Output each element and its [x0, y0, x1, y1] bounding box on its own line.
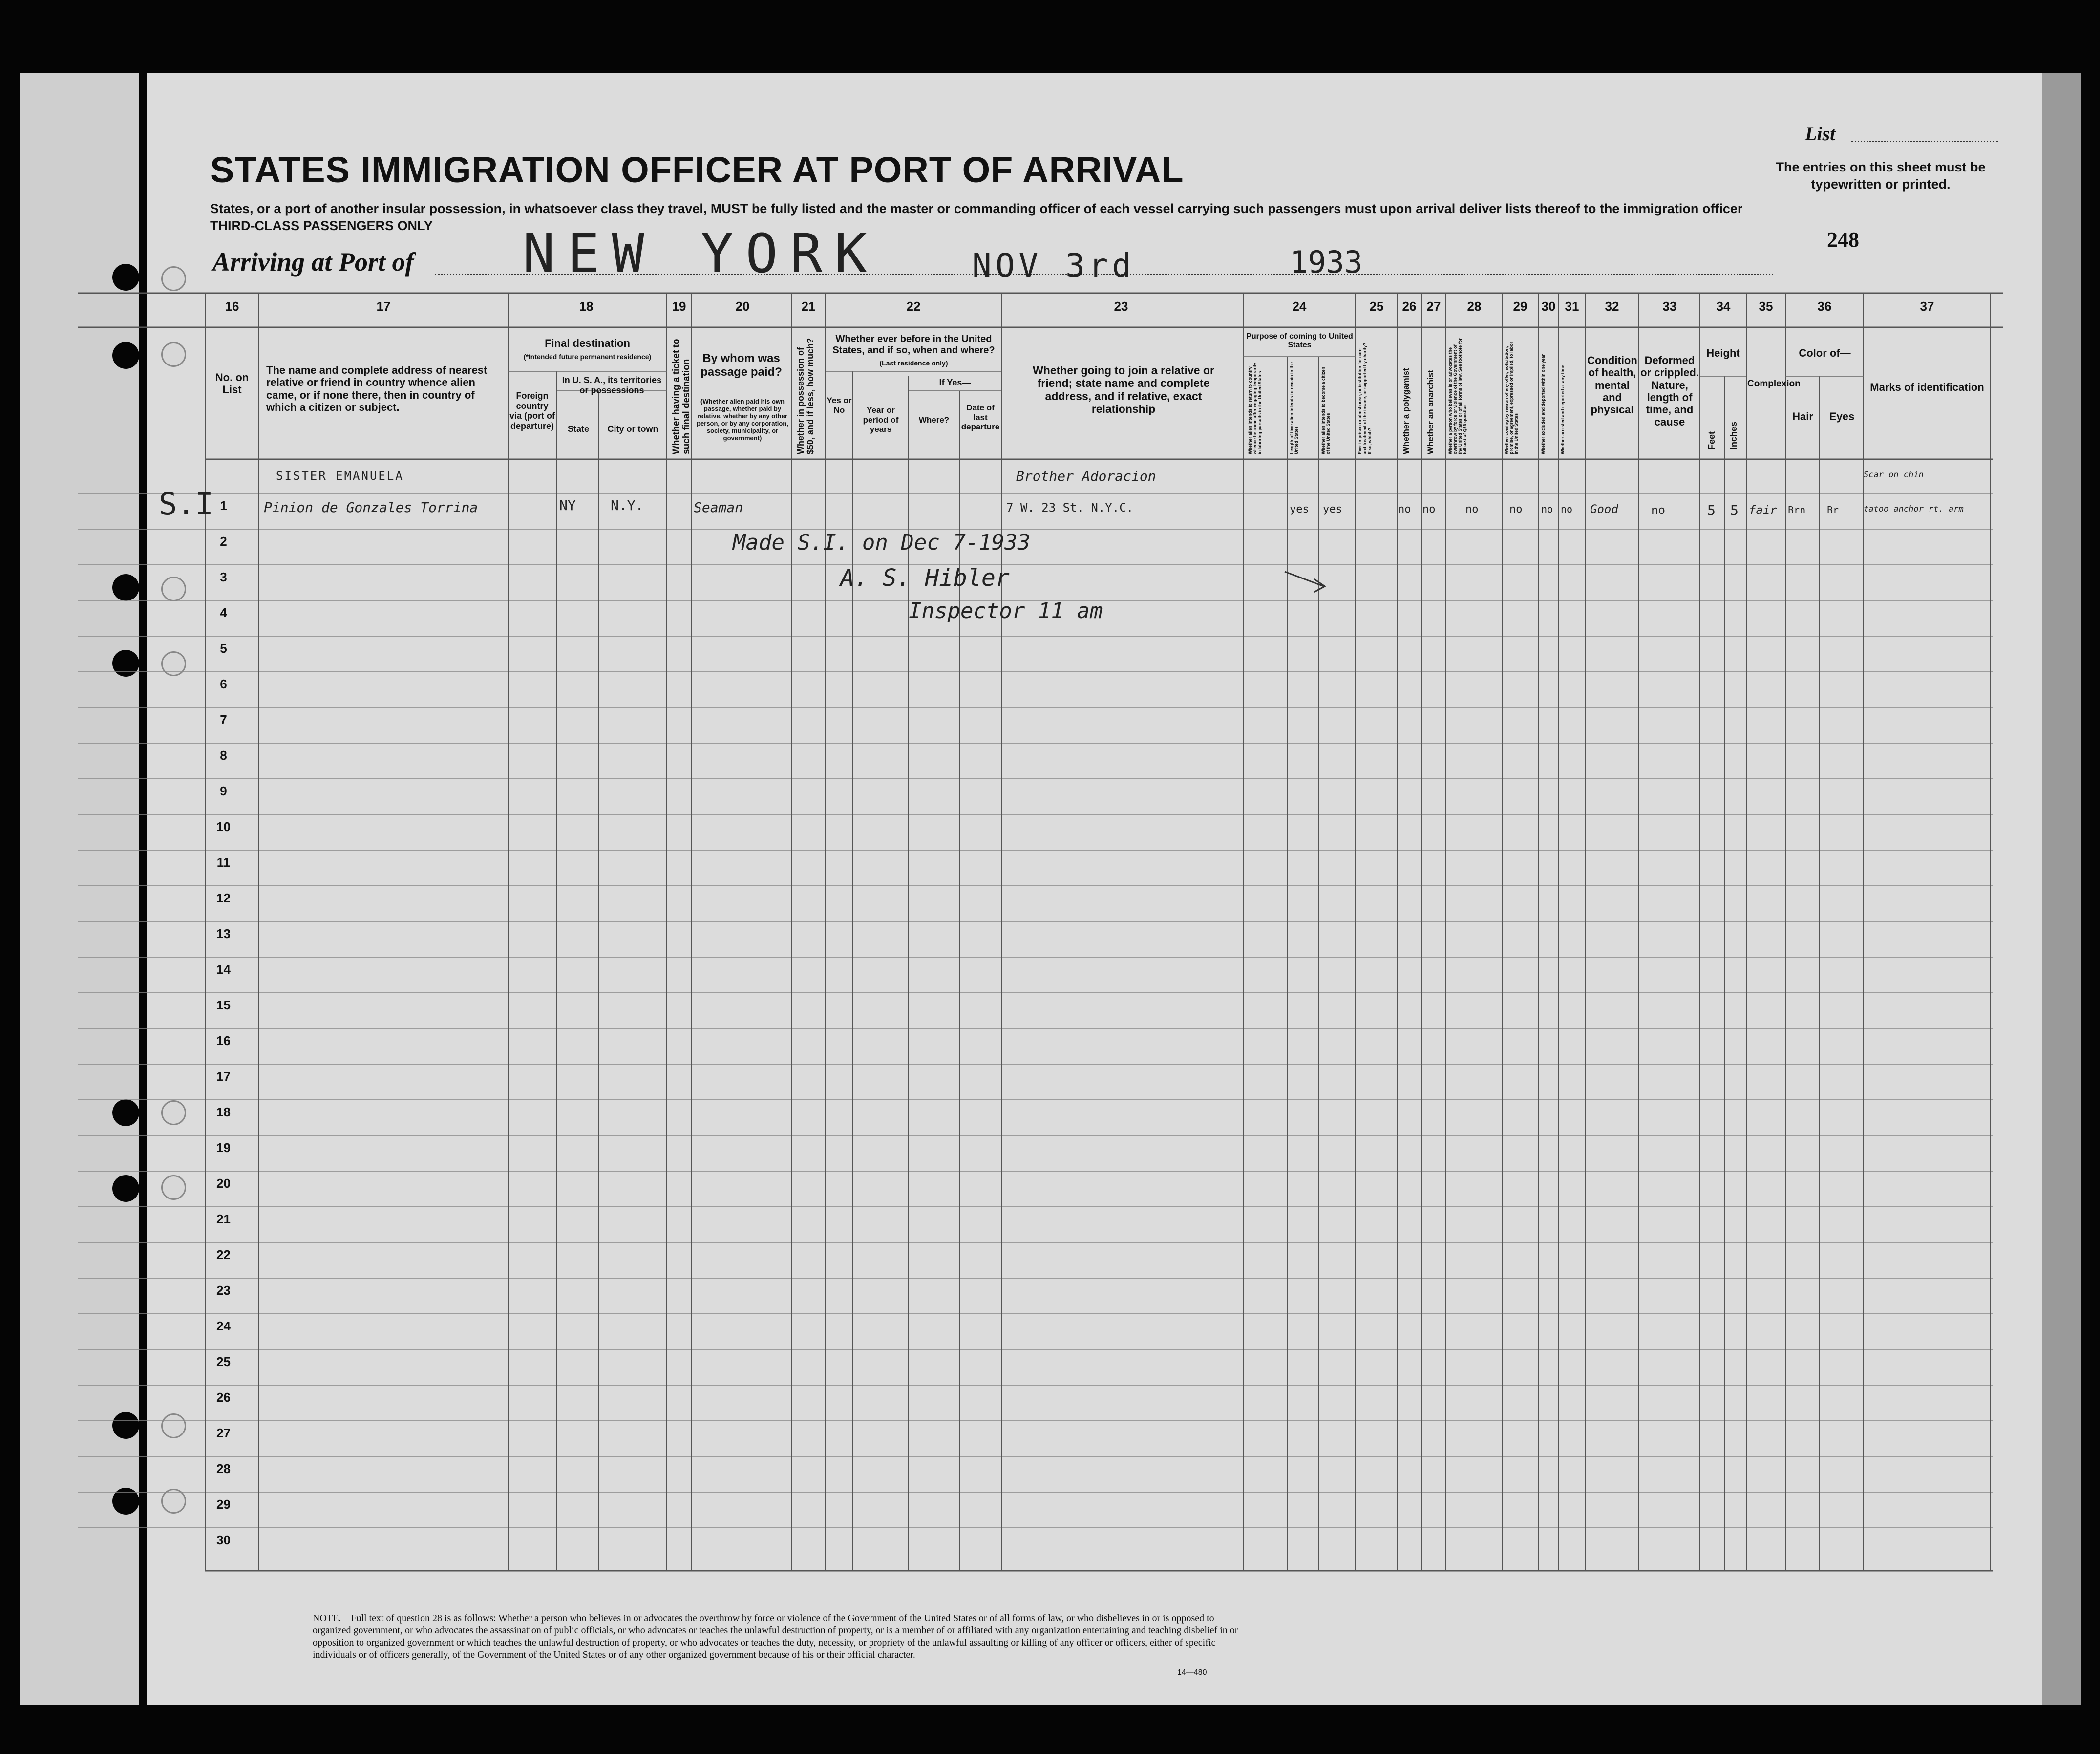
header-yes-or-no: Yes or No [827, 396, 852, 415]
header-final-destination-note: (*Intended future permanent residence) [523, 353, 652, 361]
header-deformed: Deformed or crippled. Nature, length of time, and cause [1640, 354, 1699, 428]
sheet-number: 248 [1827, 228, 1859, 252]
header-height: Height [1706, 347, 1740, 359]
join-relative-name: Brother Adoracion [1016, 468, 1156, 484]
relative-name: SISTER EMANUELA [276, 469, 404, 483]
header-30: Whether excluded and deported within one year [1541, 354, 1546, 454]
row-number: 4 [220, 605, 227, 620]
column-number: 20 [735, 299, 750, 314]
q28-answer: no [1465, 503, 1479, 515]
header-inches: Inches [1729, 421, 1739, 449]
row-number: 3 [220, 570, 227, 584]
row-number: 24 [216, 1319, 231, 1333]
row-number: 26 [216, 1390, 231, 1405]
header-where: Where? [918, 415, 950, 425]
header-money: Whether in possession of $50, and if less, how much? [796, 338, 815, 454]
header-condition: Condition of health, mental and physical [1587, 354, 1637, 416]
header-passage-paid: By whom was passage paid? [700, 352, 782, 379]
typewritten-note: The entries on this sheet must be typewritten or printed. [1776, 160, 1986, 192]
header-marks: Marks of identification [1870, 381, 1984, 393]
header-28: Whether a person who believes in or advocates the overthrow by force or violence of the Government of the United States or of all forms of law. See footnote for full text of Q28 question [1448, 338, 1467, 454]
arrival-date: NOV 3rd [972, 247, 1136, 284]
destination-city: N.Y. [611, 497, 644, 513]
header-if-yes: If Yes— [939, 378, 971, 387]
list-label: List [1805, 123, 1836, 145]
row-number: 1 [220, 498, 227, 513]
deformed-answer: no [1651, 503, 1665, 517]
header-purpose: Purpose of coming to United States [1246, 332, 1353, 350]
column-number: 28 [1467, 299, 1482, 314]
header-in-usa: In U. S. A., its territories or possessions [562, 375, 662, 395]
header-passage-note: (Whether alien paid his own passage, whether paid by relative, whether by any other person, or by any corporation, society, municipality, or government) [697, 398, 788, 442]
column-number: 30 [1541, 299, 1556, 314]
header-relative-address: The name and complete address of nearest relative or friend in country whence alien came, or if none there, then in country of which a citizen or subject. [266, 364, 488, 413]
arriving-label: Arriving at Port of [212, 247, 414, 277]
port-name: NEW YORK [523, 222, 879, 285]
header-date-departure: Date of last departure [961, 403, 1000, 432]
header-year-period: Year or period of years [863, 406, 899, 434]
q29-answer: no [1509, 503, 1523, 515]
annotation-line1: Made S.I. on Dec 7-1933 [733, 530, 1031, 555]
header-24a: Whether alien intends to return to country whence he came after engaging temporarily in laboring pursuits in the United States [1248, 363, 1262, 454]
header-feet: Feet [1707, 431, 1717, 449]
column-number: 26 [1402, 299, 1417, 314]
header-24c: Whether alien intends to become a citizen of the United States [1321, 366, 1331, 454]
column-number: 29 [1513, 299, 1527, 314]
column-number: 31 [1565, 299, 1579, 314]
header-24b: Length of time alien intends to remain in the United States [1289, 362, 1299, 454]
row-number: 21 [216, 1212, 231, 1226]
column-number: 16 [225, 299, 239, 314]
row-number: 11 [216, 855, 231, 870]
row-number: 18 [216, 1105, 231, 1119]
header-ever-before-note: (Last residence only) [879, 359, 948, 367]
destination-state: NY [559, 497, 576, 513]
q30-answer: no [1541, 503, 1553, 515]
hair-color: Brn [1788, 504, 1806, 516]
header-26: Whether a polygamist [1401, 368, 1411, 454]
row-number: 25 [216, 1354, 231, 1369]
row-number: 20 [216, 1176, 231, 1191]
column-number: 18 [579, 299, 594, 314]
row-number: 6 [220, 677, 227, 691]
header-no-on-list: No. on List [215, 371, 249, 396]
header-complexion: Complexion [1747, 379, 1801, 389]
annotation-signature: A. S. Hibler [840, 564, 1010, 592]
page-title: STATES IMMIGRATION OFFICER AT PORT OF ARRIVAL [210, 150, 1184, 190]
column-number: 36 [1817, 299, 1832, 314]
eye-color: Br [1827, 504, 1839, 516]
header-ever-before: Whether ever before in the United States, and if so, when and where? [832, 334, 995, 356]
height-feet: 5 [1707, 502, 1716, 518]
marks-line1: Scar on chin [1864, 470, 1924, 480]
polygamist-answer: no [1398, 503, 1411, 515]
header-join-relative: Whether going to join a relative or friend; state name and complete address, and if relative, exact relationship [1033, 364, 1214, 416]
arrival-year: 1933 [1290, 244, 1363, 280]
header-hair: Hair [1792, 410, 1813, 423]
anarchist-answer: no [1422, 503, 1436, 515]
passage-paid-by: Seaman [694, 499, 743, 515]
row-number: 22 [216, 1247, 231, 1262]
row-number: 8 [220, 748, 227, 763]
column-number: 34 [1716, 299, 1731, 314]
row-number: 10 [216, 819, 231, 834]
header-29: Whether coming by reason of any offer, solicitation, promise, or agreement, expressed or implied, to labor in the United States [1504, 342, 1519, 454]
row-number: 17 [216, 1069, 231, 1084]
header-city: City or town [607, 424, 658, 434]
intends-return: yes [1290, 503, 1309, 515]
footer-note: NOTE.—Full text of question 28 is as follows: Whether a person who believes in or advocates the overthrow by force or violence of the Government of the United States or of all forms of law, or who disbelieves in or is opposed to organized government, or who advocates the assassination of public officials, or who advocates or teaches the unlawful destruction of property, or is a member of or affiliated with any organization entertaining and teaching disbelief in or opposition to organized government or which teaches the unlawful destruction of property, or who advocates or teaches the duty, necessity, or propriety of the unlawful assaulting or killing of any officer or officers, either of specific individuals or of officers generally, of the Government of the United States or of any other organized government because of his or their official character. [313, 1613, 1238, 1660]
row-number: 5 [220, 641, 227, 656]
row-number: 27 [216, 1426, 231, 1440]
margin-mark: S.I [159, 486, 213, 522]
header-ticket: Whether having a ticket to such final destination [671, 339, 692, 454]
column-number: 32 [1605, 299, 1619, 314]
column-number: 17 [376, 299, 391, 314]
form-code: 14—480 [1177, 1668, 1207, 1677]
relative-address: Pinion de Gonzales Torrina [264, 499, 478, 515]
join-relative-address: 7 W. 23 St. N.Y.C. [1006, 501, 1134, 514]
row-number: 15 [216, 998, 231, 1012]
column-number: 23 [1114, 299, 1128, 314]
column-number: 24 [1292, 299, 1307, 314]
header-state: State [567, 424, 589, 434]
column-number: 27 [1426, 299, 1441, 314]
header-final-destination: Final destination [545, 337, 630, 349]
row-number: 2 [220, 534, 227, 549]
header-27: Whether an anarchist [1426, 370, 1435, 454]
row-number: 13 [216, 926, 231, 941]
column-number: 35 [1759, 299, 1773, 314]
complexion-value: fair [1749, 503, 1777, 517]
row-number: 29 [216, 1497, 231, 1512]
column-number: 37 [1920, 299, 1934, 314]
column-number: 25 [1369, 299, 1384, 314]
height-inches: 5 [1730, 502, 1739, 518]
column-number: 21 [801, 299, 816, 314]
row-number: 12 [216, 891, 231, 905]
header-foreign-country: Foreign country via (port of departure) [509, 391, 555, 431]
annotation-inspector: Inspector 11 am [909, 599, 1103, 623]
row-number: 19 [216, 1140, 231, 1155]
row-number: 30 [216, 1533, 231, 1547]
column-number: 19 [672, 299, 686, 314]
row-number: 23 [216, 1283, 231, 1298]
row-number: 28 [216, 1461, 231, 1476]
header-31: Whether arrested and deported at any time [1560, 364, 1565, 454]
header-color-of: Color of— [1799, 347, 1851, 359]
q31-answer: no [1561, 503, 1573, 515]
become-citizen: yes [1323, 503, 1342, 515]
health-condition: Good [1590, 502, 1618, 516]
header-eyes: Eyes [1829, 410, 1855, 423]
page-subtitle: States, or a port of another insular possession, in whatsoever class they travel, MUST be fully listed and the master or commanding officer of each vessel carrying such passengers must upon arrival deliver lists thereof to the immigration officer [210, 201, 1743, 216]
marks-line2: tatoo anchor rt. arm [1864, 504, 1964, 514]
class-line: THIRD-CLASS PASSENGERS ONLY [210, 218, 433, 233]
row-number: 9 [220, 784, 227, 798]
row-number: 14 [216, 962, 231, 977]
row-number: 7 [220, 712, 227, 727]
row-number: 16 [216, 1033, 231, 1048]
header-25: Ever in prison or almshouse, or institution for care and treatment of the insane, or supported by charity? If so, which? [1358, 342, 1372, 454]
column-number: 22 [906, 299, 921, 314]
column-number: 33 [1662, 299, 1677, 314]
